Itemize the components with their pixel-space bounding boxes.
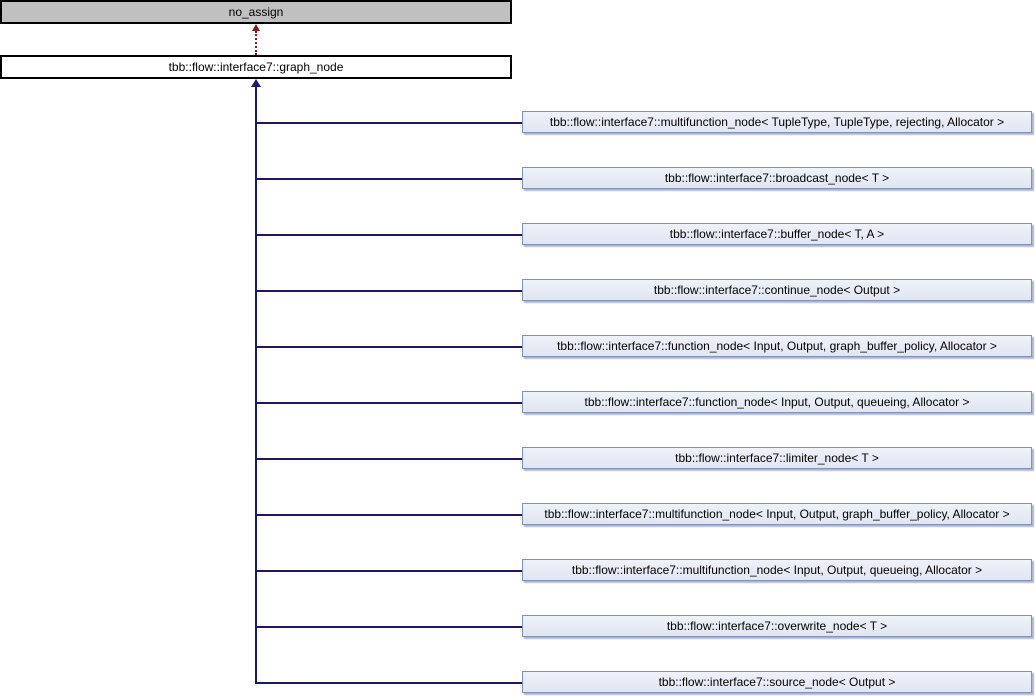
inheritance-branch-line (255, 290, 522, 292)
class-box-continue-node[interactable]: tbb::flow::interface7::continue_node< Output > (522, 279, 1032, 301)
class-box-limiter-node[interactable]: tbb::flow::interface7::limiter_node< T > (522, 447, 1032, 469)
class-box-no-assign: no_assign (0, 0, 512, 24)
inheritance-branch-line (255, 402, 522, 404)
class-box-multifunction-node-tupletype-rejecting[interactable]: tbb::flow::interface7::multifunction_node< TupleType, TupleType, rejecting, Allocator > (522, 111, 1032, 133)
inheritance-branch-line (255, 122, 522, 124)
class-box-function-node-graph-buffer-policy[interactable]: tbb::flow::interface7::function_node< Input, Output, graph_buffer_policy, Allocator > (522, 335, 1032, 357)
class-box-graph-node: tbb::flow::interface7::graph_node (0, 55, 512, 79)
inheritance-branch-line (255, 458, 522, 460)
inheritance-branch-line (255, 682, 522, 684)
solid-inheritance-arrowhead-icon (251, 79, 261, 87)
inheritance-branch-line (255, 626, 522, 628)
inheritance-branch-line (255, 346, 522, 348)
inheritance-trunk-line (255, 87, 257, 684)
class-box-multifunction-node-queueing[interactable]: tbb::flow::interface7::multifunction_node< Input, Output, queueing, Allocator > (522, 559, 1032, 581)
inheritance-branch-line (255, 234, 522, 236)
class-box-overwrite-node[interactable]: tbb::flow::interface7::overwrite_node< T > (522, 615, 1032, 637)
class-box-function-node-queueing[interactable]: tbb::flow::interface7::function_node< Input, Output, queueing, Allocator > (522, 391, 1032, 413)
class-box-buffer-node[interactable]: tbb::flow::interface7::buffer_node< T, A > (522, 223, 1032, 245)
class-box-broadcast-node[interactable]: tbb::flow::interface7::broadcast_node< T > (522, 167, 1032, 189)
dotted-inheritance-arrowhead-icon (252, 24, 260, 31)
inheritance-branch-line (255, 570, 522, 572)
dotted-inheritance-line (255, 31, 257, 55)
class-box-multifunction-node-graph-buffer-policy[interactable]: tbb::flow::interface7::multifunction_node< Input, Output, graph_buffer_policy, Allocator > (522, 503, 1032, 525)
class-box-source-node[interactable]: tbb::flow::interface7::source_node< Output > (522, 671, 1032, 693)
inheritance-branch-line (255, 514, 522, 516)
inheritance-branch-line (255, 178, 522, 180)
